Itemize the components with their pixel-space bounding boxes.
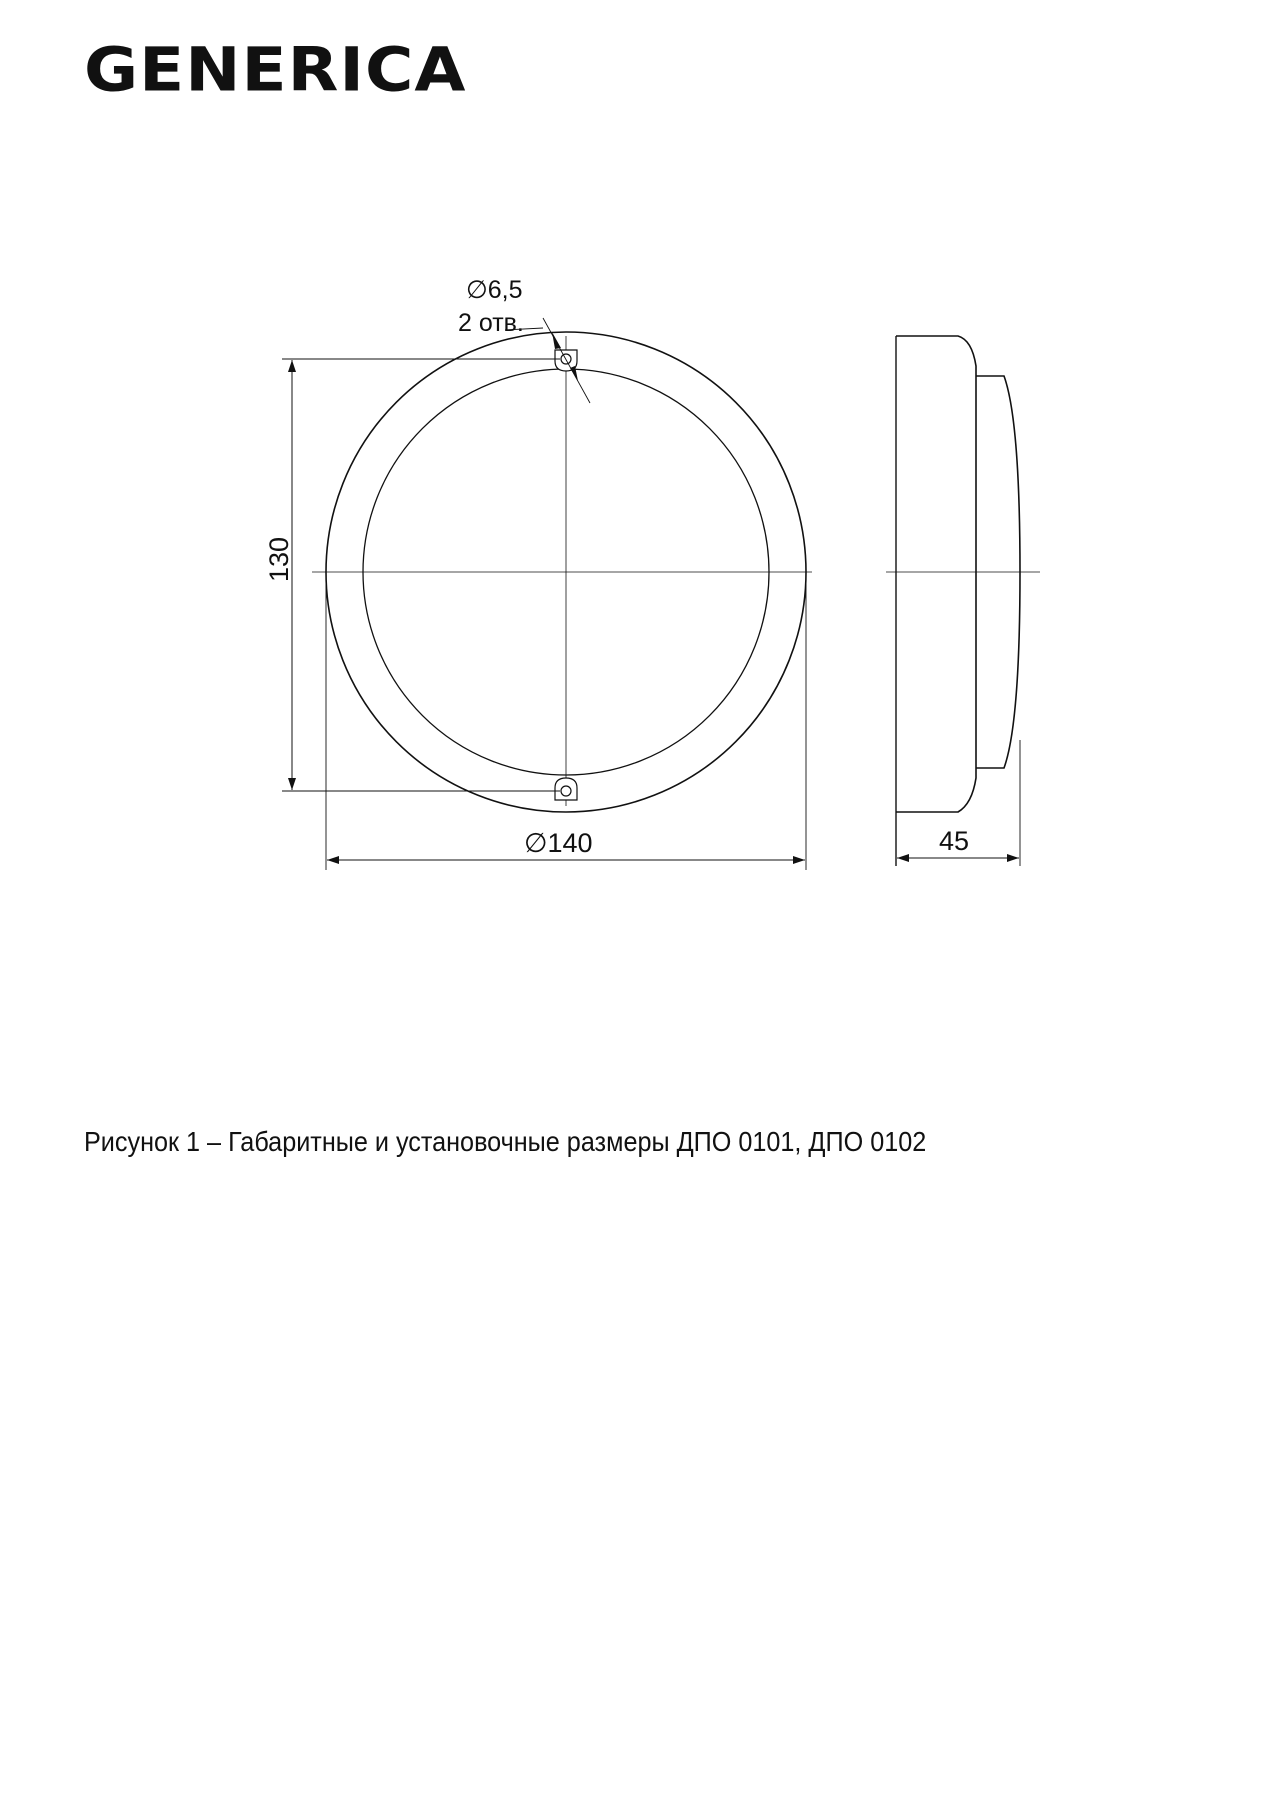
side-view xyxy=(886,336,1040,866)
hole-arrow-upper xyxy=(552,332,561,349)
side-housing-outline xyxy=(896,336,976,812)
hole-count-label: 2 отв. xyxy=(458,309,524,337)
front-view xyxy=(282,318,812,870)
figure-caption: Рисунок 1 – Габаритные и установочные размеры ДПО 0101, ДПО 0102 xyxy=(84,1126,927,1157)
depth-label: 45 xyxy=(939,826,970,856)
hole-arrow-lower xyxy=(570,366,578,381)
hole-diameter-label: ∅6,5 xyxy=(466,276,523,304)
brand-logo: GENERICA xyxy=(84,34,467,106)
hole-leader-diagonal xyxy=(543,318,590,403)
height-label: 130 xyxy=(264,536,294,582)
diameter-label: ∅140 xyxy=(524,828,593,858)
mounting-hole-bottom xyxy=(555,778,577,800)
